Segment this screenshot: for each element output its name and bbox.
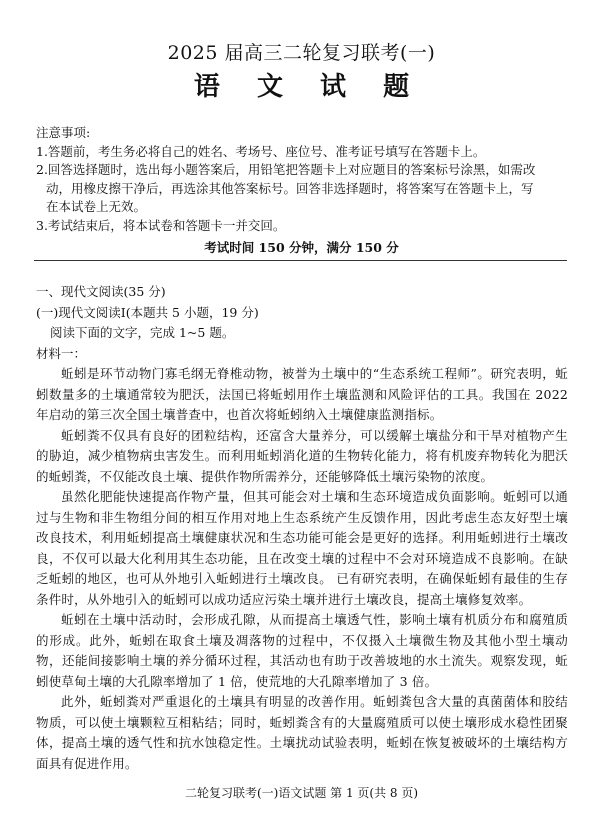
section-title: 一、现代文阅读(35 分) bbox=[36, 284, 166, 299]
exam-time: 考试时间 150 分钟，满分 150 分 bbox=[204, 240, 399, 255]
passage-paragraph: 此外，蚯蚓粪对严重退化的土壤具有明显的改善作用。蚯蚓粪包含大量的真菌菌体和胶结物质，可以使土壤颗粒互相粘结；同时，蚯蚓粪含有的大量腐殖质可以使土壤形成水稳性团聚体，提高土壤的透气性和抗水蚀稳定性。土壤扰动试验表明，蚯蚓在恢复被破坏的土壤结构方面具有促进作用。 bbox=[36, 694, 568, 771]
passage-paragraph: 蚯蚓是环节动物门寡毛纲无脊椎动物，被誉为土壤中的“生态系统工程师”。研究表明，蚯蚓数量多的土壤通常较为肥沃，法国已将蚯蚓用作土壤监测和风险评估的工具。我国在 2022 年启动的第三次全国土壤普查中，也首次将蚯蚓纳入土壤健康监测指标。 bbox=[36, 366, 568, 422]
reading-section bbox=[36, 282, 568, 774]
notes-item: 动，用橡皮擦干净后，再选涂其他答案标号。回答非选择题时，将答案写在答题卡上，写 bbox=[46, 180, 534, 196]
divider bbox=[34, 260, 567, 261]
section-subtitle: (一)现代文阅读Ⅰ(本题共 5 小题，19 分) bbox=[36, 304, 259, 320]
passage-paragraph: 蚯蚓在土壤中活动时，会形成孔隙，从而提高土壤透气性，影响土壤有机质分布和腐殖质的形成。此外，蚯蚓在取食土壤及凋落物的过程中，不仅摄入土壤微生物及其他小型土壤动物，还能间接影响土壤的养分循环过程，其活动也有助于改善坡地的水土流失。观察发现，蚯蚓使草甸土壤的大孔隙率增加了 1 倍，使荒地的大孔隙率增加了 3 倍。 bbox=[36, 612, 568, 689]
subject-title: 语 文 试 题 bbox=[193, 72, 424, 102]
section-instruction: 阅读下面的文字，完成 1~5 题。 bbox=[50, 325, 235, 340]
notes-heading: 注意事项: bbox=[36, 125, 91, 140]
passage-paragraph: 蚯蚓粪不仅具有良好的团粒结构，还富含大量养分，可以缓解土壤盐分和干旱对植物产生的胁迫，减少植物病虫害发生。而利用蚯蚓消化道的生物转化能力，将有机废弃物转化为肥沃的蚯蚓粪，不仅能改良土壤、提供作物所需养分，还能够降低土壤污染物的浓度。 bbox=[36, 427, 568, 484]
notes-item: 在本试卷上无效。 bbox=[46, 199, 147, 214]
passage-paragraph: 虽然化肥能快速提高作物产量，但其可能会对土壤和生态环境造成负面影响。蚯蚓可以通过与生物和非生物组分间的相互作用对地上生态系统产生反馈作用，因此考虑生态友好型土壤改良技术，利用蚯蚓提高土壤健康状况和生态功能可能会是更好的选择。利用蚯蚓进行土壤改良，不仅可以最大化利用其生态功能，且在改变土壤的过程中不会对环境造成不良影响。在缺乏蚯蚓的地区，也可从外地引入蚯蚓进行土壤改良。 已有研究表明，在确保蚯蚓有最佳的生存条件时，从外地引入的蚯蚓可以成功适应污染土壤并进行土壤改良，提高土壤修复效率。 bbox=[36, 489, 568, 607]
notes-section bbox=[36, 124, 576, 235]
notes-item: 1.答题前，考生务必将自己的姓名、考场号、座位号、准考证号填写在答题卡上。 bbox=[36, 143, 486, 159]
material-label: 材料一： bbox=[36, 345, 87, 361]
notes-item: 2.回答选择题时，选出每小题答案后，用铅笔把答题卡上对应题目的答案标号涂黑，如需改 bbox=[36, 162, 536, 177]
exam-title: 2025 届高三二轮复习联考(一) bbox=[167, 42, 436, 64]
notes-item: 3.考试结束后，将本试卷和答题卡一并交回。 bbox=[36, 217, 286, 233]
page-footer: 二轮复习联考(一)语文试题 第 1 页(共 8 页) bbox=[184, 786, 419, 800]
